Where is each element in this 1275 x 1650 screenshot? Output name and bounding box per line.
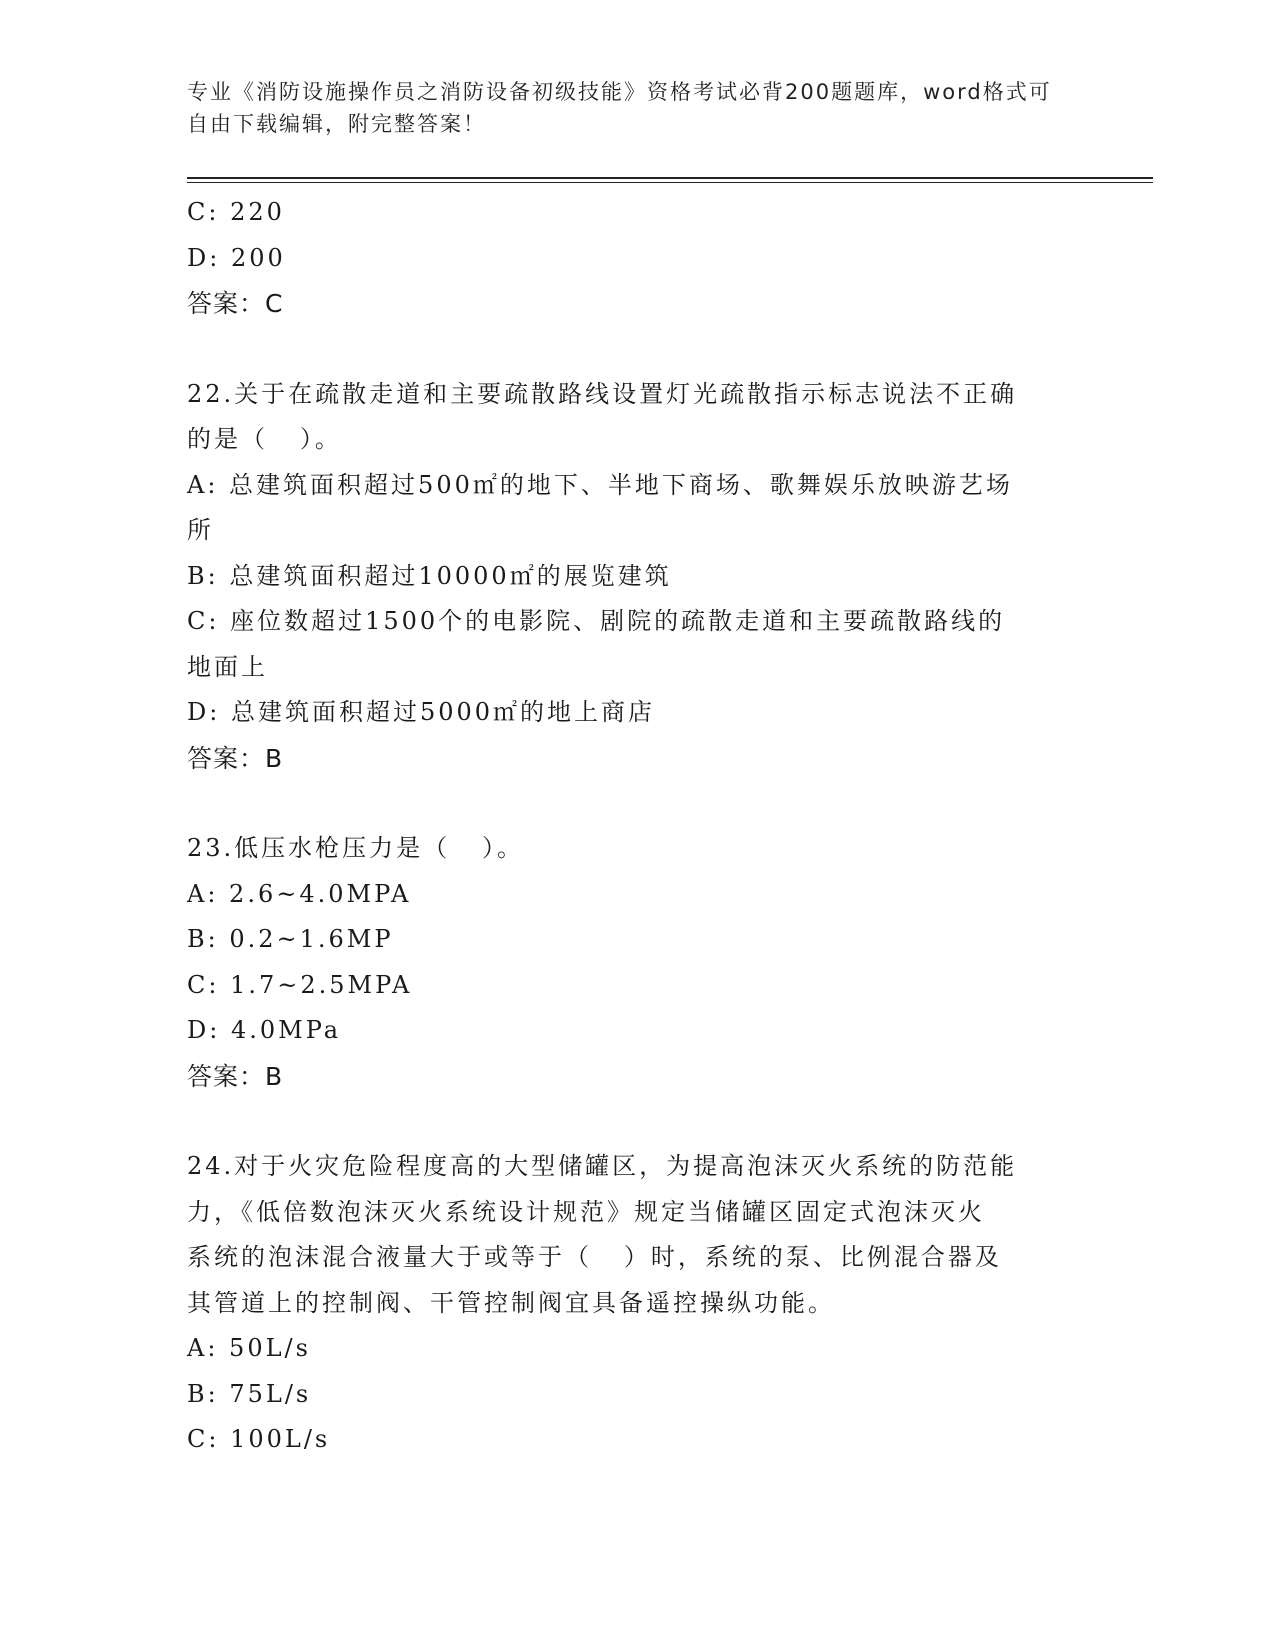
continued-question	[187, 190, 1067, 327]
option-c-cont: 地面上	[187, 652, 268, 681]
option-b: B: 总建筑面积超过10000㎡的展览建筑	[187, 561, 672, 590]
option-a: A: 总建筑面积超过500㎡的地下、半地下商场、歌舞娱乐放映游艺场	[187, 470, 1013, 499]
option-b: B: 0.2~1.6MP	[187, 925, 394, 953]
question-24	[187, 1144, 1067, 1463]
answer: 答案：B	[187, 1061, 284, 1091]
spacer	[187, 327, 1067, 372]
header-rule-thin	[187, 182, 1153, 183]
page-header: 专业《消防设施操作员之消防设备初级技能》资格考试必背200题题库，word格式可自由下载编辑，附完整答案！	[187, 80, 1052, 136]
question-stem-cont: 其管道上的控制阀、干管控制阀宜具备遥控操纵功能。	[187, 1288, 835, 1317]
question-stem-cont: 力，《低倍数泡沫灭火系统设计规范》规定当储罐区固定式泡沫灭火	[187, 1197, 985, 1226]
question-stem-cont: 的是（ ）。	[187, 425, 342, 453]
option-b: B: 75L/s	[187, 1379, 312, 1408]
option-a-cont: 所	[187, 516, 214, 544]
option-c: C: 220	[187, 198, 285, 226]
spacer	[187, 781, 1067, 826]
option-d: D: 总建筑面积超过5000㎡的地上商店	[187, 698, 656, 726]
option-c: C: 100L/s	[187, 1425, 331, 1453]
header-rule-thick	[187, 177, 1153, 179]
question-content	[187, 190, 1067, 1463]
question-22	[187, 372, 1067, 782]
option-c: C: 1.7~2.5MPA	[187, 970, 413, 999]
option-a: A: 50L/s	[187, 1334, 311, 1362]
spacer	[187, 1099, 1067, 1144]
option-d: D: 4.0MPa	[187, 1016, 342, 1044]
option-a: A: 2.6~4.0MPA	[187, 879, 412, 908]
question-stem-cont: 系统的泡沫混合液量大于或等于（ ）时，系统的泵、比例混合器及	[187, 1243, 1002, 1271]
question-23	[187, 826, 1067, 1099]
question-stem: 24.对于火灾危险程度高的大型储罐区，为提高泡沫灭火系统的防范能	[187, 1152, 1018, 1180]
answer: 答案：C	[187, 289, 284, 318]
question-stem: 22.关于在疏散走道和主要疏散路线设置灯光疏散指示标志说法不正确	[187, 379, 1018, 408]
answer: 答案：B	[187, 743, 284, 773]
option-c: C: 座位数超过1500个的电影院、剧院的疏散走道和主要疏散路线的	[187, 607, 1006, 635]
question-stem: 23.低压水枪压力是（ ）。	[187, 834, 525, 862]
option-d: D: 200	[187, 243, 286, 272]
